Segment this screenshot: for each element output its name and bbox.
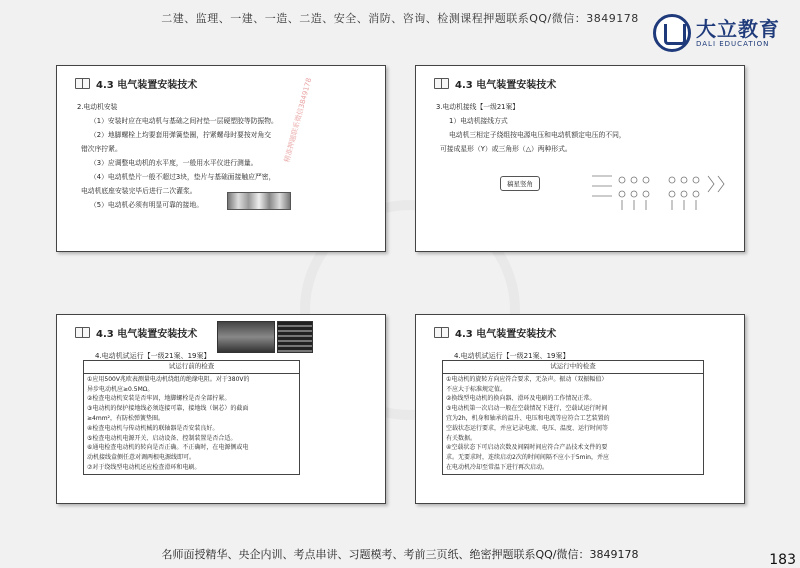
- table-header: 试运行前的检查: [84, 361, 299, 374]
- body-line: （1）安装时应在电动机与基础之间衬垫一层硬塑胶等防振物。: [90, 117, 278, 125]
- check-table: [83, 360, 300, 475]
- slide-motor-wiring: [415, 65, 745, 252]
- logo-seal-icon: [653, 14, 691, 52]
- body-line: 1）电动机接线方式: [449, 117, 508, 125]
- table-row: ③电动机的保护接地线必须连接可靠，接地线（铜芯）的截面: [87, 405, 249, 413]
- motor-photo: [217, 321, 275, 353]
- footer-banner: 名师面授精华、央企内训、考点串讲、习题模考、考前三页纸、绝密押题联系QQ/微信：3849178: [161, 548, 639, 561]
- table-row: 有关数据。: [446, 434, 477, 442]
- table-row: 宜为2h，机身和轴承的温升、电压和电流等应符合工艺装置的: [446, 414, 610, 422]
- table-row: 异步电动机应≥0.5MΩ。: [87, 385, 154, 393]
- table-row: ⑤检查电动机电源开关、启动设备、控制装置是否合适。: [87, 434, 237, 442]
- watermark-text: 精准押题联系微信3849178: [282, 77, 314, 164]
- page-number: 183: [769, 552, 796, 568]
- table-row: ③电动机第一次启动一般在空载情况下进行，空载试运行时间: [446, 405, 608, 413]
- body-line: （2）地脚螺栓上均要套用弹簧垫圈，拧紧螺母时要按对角交: [90, 131, 272, 139]
- slide-subtitle: 2.电动机安装: [77, 103, 118, 111]
- book-icon: [434, 327, 449, 338]
- slide-pre-run-check: [56, 314, 386, 504]
- body-line: （5）电动机必须有明显可靠的接地。: [90, 201, 204, 209]
- logo-en: DALI EDUCATION: [696, 40, 770, 48]
- slide-header: [434, 76, 556, 91]
- slide-title: 4.3 电气装置安装技术: [96, 329, 198, 340]
- table-row: 空载状态运行要求，并应记录电流、电压、温度、运行时间等: [446, 424, 609, 432]
- slide-header: [434, 325, 556, 340]
- table-row: ≥4mm²，有防松弹簧垫圈。: [87, 414, 164, 422]
- slide-subtitle: 4.电动机试运行【一级21案、19案】: [454, 352, 570, 360]
- logo-cn: 大立教育: [696, 17, 780, 41]
- table-row: ④空载状态下可启动次数及间隔时间应符合产品技术文件的要: [446, 444, 608, 452]
- motor-coil-photo: [277, 321, 313, 353]
- body-line: 电动机三相定子绕组按电源电压和电动机额定电压的不同，: [449, 131, 626, 139]
- motor-strip-image: [227, 192, 291, 210]
- slide-during-run-check: [415, 314, 745, 504]
- logo-text: [696, 18, 780, 48]
- table-row: ②检查电动机安装是否牢固，地脚螺栓是否全部拧紧。: [87, 395, 231, 403]
- slide-subtitle: 3.电动机接线【一级21案】: [436, 103, 520, 111]
- table-row: 求。无要求时，连续启动2次的时间间隔不应小于5min，并应: [446, 454, 609, 462]
- body-line: （4）电动机垫片一般不超过3块，垫片与基础面接触应严密，: [90, 173, 276, 181]
- slide-title: 4.3 电气装置安装技术: [96, 80, 198, 91]
- table-row: ⑦对于绕线型电动机还应检查滑环和电刷。: [87, 463, 201, 471]
- slide-header: [75, 325, 197, 340]
- table-body: [84, 374, 299, 474]
- table-row: 动机接线盒侧任意对调两根电源线即可。: [87, 454, 196, 462]
- table-row: 不应大于标准规定值。: [446, 385, 507, 393]
- table-row: ④检查电动机与传动机械的联轴器是否安装良好。: [87, 424, 219, 432]
- table-row: ⑥通电检查电动机的转向是否正确。不正确时，在电源侧或电: [87, 444, 249, 452]
- table-body: [443, 374, 703, 474]
- wiring-diagram: [512, 166, 732, 216]
- slide-body: [436, 100, 732, 156]
- slide-motor-installation: [56, 65, 386, 252]
- top-banner: 二建、监理、一建、一造、二造、安全、消防、咨询、检测课程押题联系QQ/微信：3849178: [161, 12, 639, 25]
- body-line: 电动机底座安装完毕后进行二次灌浆。: [81, 187, 197, 195]
- book-icon: [434, 78, 449, 89]
- slide-title: 4.3 电气装置安装技术: [455, 329, 557, 340]
- brand-logo: [653, 14, 780, 52]
- table-row: ①电动机的旋转方向应符合要求，无杂声。振动（双振幅值）: [446, 375, 608, 383]
- body-line: 错次序拧紧。: [81, 145, 122, 153]
- table-header: 试运行中的检查: [443, 361, 703, 374]
- book-icon: [75, 327, 90, 338]
- body-line: （3）应调整电动机的水平度，一般用水平仪进行测量。: [90, 159, 258, 167]
- table-row: ①应用500V兆欧表测量电动机绕组的绝缘电阻。对于380V的: [87, 375, 250, 383]
- slide-header: [75, 76, 197, 91]
- body-line: 可接成星形（Y）或三角形（△）两种形式。: [440, 145, 572, 153]
- check-table: [442, 360, 704, 475]
- table-row: 在电动机冷却至常温下进行再次启动。: [446, 463, 549, 471]
- callout-label: 稿星竖角: [500, 176, 540, 191]
- slide-subtitle: 4.电动机试运行【一级21案、19案】: [95, 352, 211, 360]
- slide-title: 4.3 电气装置安装技术: [455, 80, 557, 91]
- table-row: ②换线型电动机的换向器、滑环及电刷的工作情况正常。: [446, 395, 596, 403]
- book-icon: [75, 78, 90, 89]
